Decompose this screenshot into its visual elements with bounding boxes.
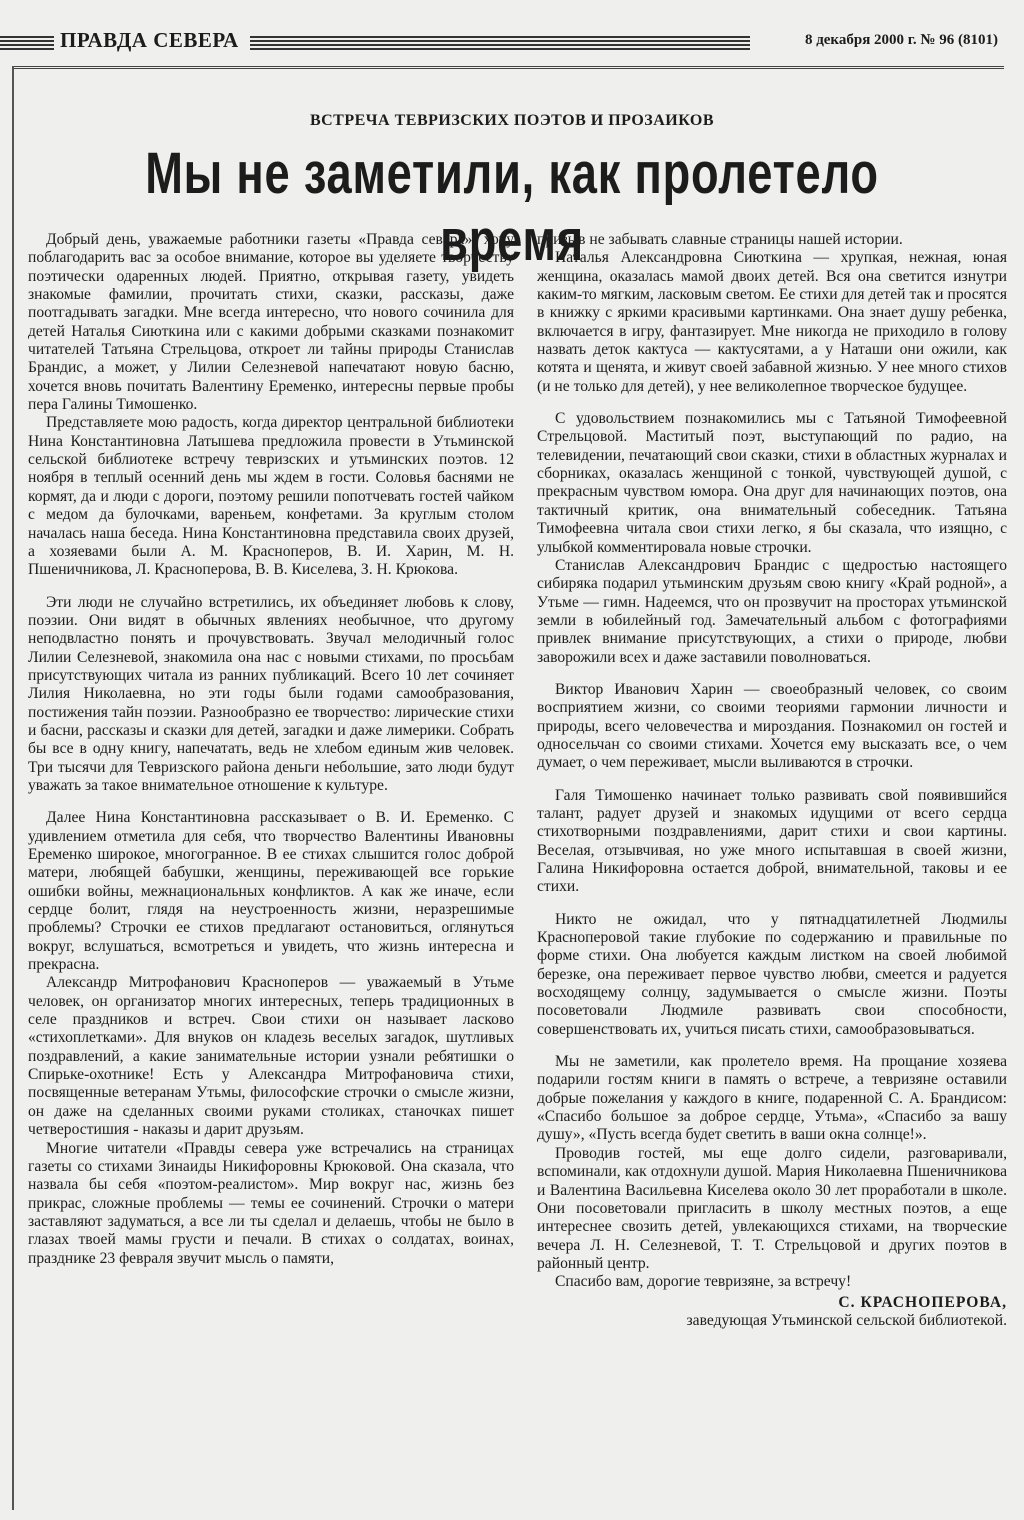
- author-name: С. КРАСНОПЕРОВА,: [838, 1293, 1007, 1311]
- paragraph: Многие читатели «Правды севера уже встречались на страницах газеты со стихами Зинаиды Никифоровны Крюковой. Она сказала, что назвала бы себя «поэтом-реалистом». Мир вокруг нас, жизнь без прикрас, сложные проблемы — темы ее сочинений. Строчки о матери заставляют задуматься, а все ли ты сделал и делаешь, чтобы не было в глазах твоей мамы грусти и печали. В стихах о солдатах, воинах, празднике 23 февраля звучит мысль о памяти,: [28, 1139, 514, 1267]
- paragraph: Представляете мою радость, когда директор центральной библиотеки Нина Константиновна Латышева предложила провести в Утьминской сельской библиотеке встречу тевризских и утьминских поэтов. 12 ноября в теплый осенний день мы ждем в гости. Соловья баснями не кормят, да и люди с дороги, поэтому решили попотчевать гостей чайком с медом да булочками, вареньем, конфетами. За круглым столом началась наша беседа. Нина Константиновна представила своих друзей, а хозяевами были А. М. Красноперов, В. И. Харин, М. Н. Пшеничникова, Л. Красноперова, В. В. Киселева, З. Н. Крюкова.: [28, 414, 514, 579]
- masthead-hatch: [0, 36, 60, 50]
- paragraph: Эти люди не случайно встретились, их объединяет любовь к слову, поэзии. Они видят в обычных явлениях необычное, что другому неподвластно понять и прочувствовать. Звучал мелодичный голос Лилии Селезневой, знакомила она нас с новыми стихами, по просьбам присутствующих читала из ранних публикаций. Всего 10 лет сочиняет Лилия Николаевна, но эти годы были годами самообразования, постижения тайн поэзии. Разнообразно ее творчество: лирические стихи и басни, рассказы и сказки для детей, загадки и даже лимерики. Собрать бы все в одну книгу, напечатать, ведь не хлебом единым жив человек. Три тысячи для Тевризского района деньги небольшие, зато люди будут уважать за такое внимательное отношение к культуре.: [28, 593, 514, 794]
- article-column-right: [537, 231, 1007, 1330]
- newspaper-name: ПРАВДА СЕВЕРА: [54, 28, 245, 53]
- paragraph: Александр Митрофанович Красноперов — уважаемый в Утьме человек, он организатор многих интересных, теперь традиционных в селе праздников и встреч. Свои стихи он называет ласково «стихоплетками». Для внуков он кладезь веселых загадок, шутливых поздравлений, а какие занимательные истории узнали ребятишки о Спирьке-охотнике! Есть у Александра Митрофановича стихи, посвященные ветеранам Утьмы, философские строчки о смысле жизни, он даже на сделанных своими руками столиках, станочках пишет четверостишия - наказы и дарит друзьям.: [28, 974, 514, 1139]
- masthead: [0, 24, 1024, 60]
- paragraph: Станислав Александрович Брандис с щедростью настоящего сибиряка подарил утьминским друзьям свою книгу «Край родной», а Утьме — гимн. Надеемся, что он прозвучит на просторах утьминской земли в юбилейный год. Замечательный альбом с фотографиями привлек внимание присутствующих, а стихи о природе, любви заворожили всех и даже заставили поволноваться.: [537, 556, 1007, 666]
- paragraph: Галя Тимошенко начинает только развивать свой появившийся талант, радует друзей и знакомых идущими от всего сердца стихотворными поздравлениями, дарит стихи и свои картины. Веселая, отзывчивая, но уже много испытавшая в своей жизни, Галина Никифоровна остается доброй, внимательной, таковы и ее стихи.: [537, 786, 1007, 896]
- article-kicker: ВСТРЕЧА ТЕВРИЗСКИХ ПОЭТОВ И ПРОЗАИКОВ: [309, 112, 715, 129]
- paragraph: Добрый день, уважаемые работники газеты «Правда севера», хочу поблагодарить вас за особое внимание, которое вы уделяете творчеству поэтически одаренных людей. Приятно, открывая газету, увидеть знакомые фамилии, прочитать стихи, сказки, рассказы, даже поотгадывать загадки. Мне всегда интересно, что нового сочинила для детей Наталья Сиюткина или с какими добрыми сказками познакомит читателей Татьяна Стрельцова, откроет ли тайны природы Станислав Брандис, а может, у Лилии Селезневой напечатают новую басню, хочется вновь почитать Валентину Еременко, интересны первые пробы пера Галины Тимошенко.: [28, 231, 514, 414]
- paragraph: Наталья Александровна Сиюткина — хрупкая, нежная, юная женщина, оказалась мамой двоих детей. Вся она светится изнутри каким-то мягким, ласковым светом. Ее стихи для детей так и просятся в книжку с яркими красивыми картинками. Она знает душу ребенка, включается в игру, фантазирует. Мне никогда не приходило в голову назвать деток кактуса — кактусятами, а у Наташи они ожили, как котята и щенята, и живут своей забавной жизнью. У нее много стихов (и не только для детей), у нее великолепное творческое будущее.: [537, 249, 1007, 395]
- paragraph: Мы не заметили, как пролетело время. На прощание хозяева подарили гостям книги в память о встрече, а тевризяне оставили добрые пожелания у каждого в книге, подаренной С. А. Брандисом: «Спасибо большое за доброе сердце, Утьма», «Спасибо за вашу душу», «Пусть всегда будет светить в ваши окна солнце!».: [537, 1053, 1007, 1144]
- author-role: заведующая Утьминской сельской библиотекой.: [686, 1311, 1007, 1329]
- paragraph: Далее Нина Константиновна рассказывает о В. И. Еременко. С удивлением отметила для себя, что творчество Валентины Ивановны Еременко широкое, многогранное. В ее стихах слышится голос доброй матери, любящей бабушки, женщины, переживающей все горькие ошибки войны, межнациональных конфликтов. А как же иначе, если сердце болит, глядя на неустроенность жизни, неразрешимые проблемы? Строчки ее стихов предлагают остановиться, оглянуться вокруг, вслушаться, всмотреться и увидеть, что жизнь интересна и прекрасна.: [28, 809, 514, 974]
- top-rule: [12, 66, 1004, 69]
- paragraph: Виктор Иванович Харин — своеобразный человек, со своим восприятием жизни, со своими теориями гармонии личности и природы, всего человечества и мироздания. Познакомил он гостей и односельчан со своими стихами. Хочется ему высказать все, о чем думает, о чем переживает, мысли выливаются в строчки.: [537, 680, 1007, 772]
- paragraph: призыв не забывать славные страницы нашей истории.: [537, 231, 903, 248]
- issue-date: 8 декабря 2000 г. № 96 (8101): [801, 32, 1002, 49]
- left-rule: [12, 66, 14, 1510]
- article-headline: Мы не заметили, как пролетело время: [145, 141, 879, 273]
- masthead-hatch: [250, 36, 750, 50]
- paragraph: С удовольствием познакомились мы с Татьяной Тимофеевной Стрельцовой. Маститый поэт, выступающий по радио, на телевидении, печатающий свои сказки, стихи в областных журналах и сборниках, оказалась женщиной с тонкой, чувствующей душой, с прекрасным чувством юмора. Она друг для начинающих поэтов, она тактичный критик, она внимательный собеседник. Татьяна Тимофеевна читала свои стихи легко, я бы сказала, что изящно, с улыбкой комментировала новые строчки.: [537, 410, 1007, 556]
- paragraph: Спасибо вам, дорогие тевризяне, за встречу!: [555, 1273, 852, 1291]
- article-column-left: [28, 231, 514, 1268]
- paragraph: Проводив гостей, мы еще долго сидели, разговаривали, вспоминали, как отдохнули душой. Мария Николаевна Пшеничникова и Валентина Васильевна Киселева около 30 лет проработали в школе. Они посоветовали пригласить в школу местных поэтов, а еще интереснее свозить детей, увлекающихся стихами, на творческие вечера Л. Н. Селезневой, Т. Т. Стрельцовой и других поэтов в районный центр.: [537, 1144, 1007, 1272]
- paragraph: Никто не ожидал, что у пятнадцатилетней Людмилы Красноперовой такие глубокие по содержанию и правильные по форме стихи. Она любуется каждым листком на своей любимой березке, она переживает первое чувство любви, смеется и радуется восходящему солнцу, задумывается о смысле жизни. Поэты посоветовали Людмиле развивать свои способности, совершенствовать их, учиться писать стихи, самообразовываться.: [537, 910, 1007, 1038]
